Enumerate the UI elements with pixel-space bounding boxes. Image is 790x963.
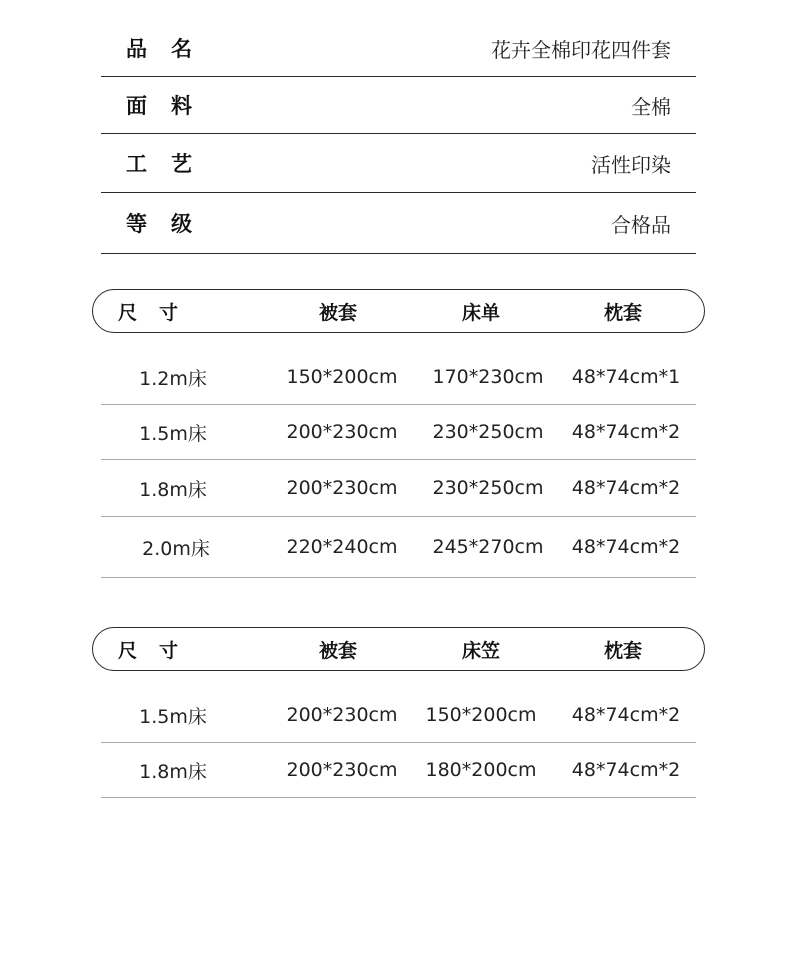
cell-fitted-sheet: 180*200cm <box>425 759 537 781</box>
table-row <box>101 517 696 578</box>
header-size: 尺寸 <box>118 301 201 324</box>
spec-value: 全棉 <box>631 94 671 119</box>
cell-size: 1.2m床 <box>139 367 207 390</box>
cell-sheet: 245*270cm <box>432 536 544 558</box>
cell-size: 2.0m床 <box>142 537 210 560</box>
header-duvet: 被套 <box>318 301 357 324</box>
header-fitted-sheet: 床笠 <box>461 639 500 662</box>
spec-value: 合格品 <box>611 212 671 237</box>
cell-pillowcase: 48*74cm*2 <box>571 536 681 558</box>
fitted-sheet-table-header <box>92 627 705 671</box>
spec-label: 等级 <box>126 212 216 236</box>
cell-duvet: 200*230cm <box>286 421 398 443</box>
cell-pillowcase: 48*74cm*2 <box>571 477 681 499</box>
cell-size: 1.5m床 <box>139 422 207 445</box>
spec-label: 面料 <box>126 94 216 118</box>
spec-row-name <box>101 20 696 77</box>
cell-sheet: 170*230cm <box>432 366 544 388</box>
spec-row-grade <box>101 193 696 254</box>
spec-row-fabric <box>101 77 696 134</box>
cell-duvet: 200*230cm <box>286 759 398 781</box>
spec-value: 花卉全棉印花四件套 <box>491 37 671 62</box>
cell-pillowcase: 48*74cm*2 <box>571 421 681 443</box>
header-duvet: 被套 <box>318 639 357 662</box>
table-row <box>101 405 696 460</box>
spec-label: 品名 <box>126 37 216 61</box>
spec-value: 活性印染 <box>591 152 671 177</box>
cell-pillowcase: 48*74cm*2 <box>571 704 681 726</box>
spec-row-craft <box>101 134 696 193</box>
cell-size: 1.5m床 <box>139 705 207 728</box>
header-pillowcase: 枕套 <box>603 639 642 662</box>
spec-label: 工艺 <box>126 152 216 176</box>
table-row <box>101 688 696 743</box>
cell-pillowcase: 48*74cm*1 <box>571 366 681 388</box>
cell-duvet: 200*230cm <box>286 477 398 499</box>
cell-fitted-sheet: 150*200cm <box>425 704 537 726</box>
cell-size: 1.8m床 <box>139 760 207 783</box>
size-table-header <box>92 289 705 333</box>
cell-pillowcase: 48*74cm*2 <box>571 759 681 781</box>
cell-duvet: 220*240cm <box>286 536 398 558</box>
cell-sheet: 230*250cm <box>432 421 544 443</box>
header-pillowcase: 枕套 <box>603 301 642 324</box>
header-size: 尺寸 <box>118 639 201 662</box>
cell-duvet: 150*200cm <box>286 366 398 388</box>
cell-sheet: 230*250cm <box>432 477 544 499</box>
table-row <box>101 743 696 798</box>
table-row <box>101 350 696 405</box>
table-row <box>101 460 696 517</box>
header-sheet: 床单 <box>461 301 500 324</box>
cell-size: 1.8m床 <box>139 478 207 501</box>
cell-duvet: 200*230cm <box>286 704 398 726</box>
